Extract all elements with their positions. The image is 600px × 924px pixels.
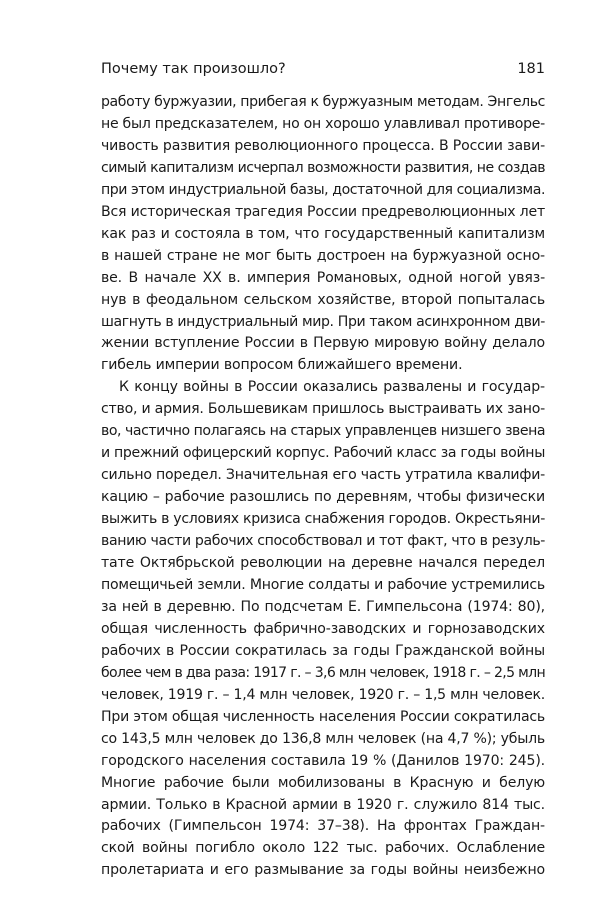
text-line: работу буржуазии, прибегая к буржуазным методам. Энгельс (101, 94, 545, 110)
text-line: в нашей стране не мог быть достроен на буржуазной осно- (101, 247, 545, 264)
text-line: со 143,5 млн человек до 136,8 млн человек (на 4,7 %); убыль (101, 730, 545, 747)
body-text (101, 92, 545, 882)
text-line: рабочих (Гимпельсон 1974: 37–38). На фронтах Граждан- (101, 818, 545, 835)
text-line: Многие рабочие были мобилизованы в Красную и белую (101, 774, 545, 791)
text-line: При этом общая численность населения России сократилась (101, 708, 546, 725)
text-line: армии. Только в Красной армии в 1920 г. служило 814 тыс. (101, 796, 545, 813)
text-line: за ней в деревню. По подсчетам Е. Гимпельсона (1974: 80), (101, 598, 545, 615)
text-line: во, частично полагаясь на старых управленцев низшего звена (101, 423, 546, 440)
text-line: ве. В начале XX в. империя Романовых, одной ногой увяз- (101, 269, 545, 286)
text-line: общая численность фабрично-заводских и горнозаводских (101, 620, 545, 637)
text-line: пролетариата и его размывание за годы войны неизбежно (101, 862, 545, 879)
running-title: Почему так произошло? (101, 61, 286, 77)
text-line: нув в феодальном сельском хозяйстве, второй попыталась (101, 291, 545, 308)
text-line: не был предсказателем, но он хорошо улавливал противоре- (101, 115, 545, 132)
text-line: сильно поредел. Значительная его часть утратила квалифи- (101, 467, 545, 484)
text-line: чивость развития революционного процесса. В России зави- (101, 137, 545, 154)
text-line: тате Октябрьской революции на деревне начался передел (101, 555, 545, 572)
running-header (101, 61, 545, 77)
text-line: более чем в два раза: 1917 г. – 3,6 млн человек, 1918 г. – 2,5 млн (101, 664, 546, 681)
text-line: ванию части рабочих способствовал и тот факт, что в резуль- (101, 533, 546, 550)
text-line: Вся историческая трагедия России предреволюционных лет (101, 203, 545, 220)
text-line: К концу войны в России оказались развалены и государ- (119, 379, 545, 396)
text-line: гибель империи вопросом ближайшего времени. (101, 357, 463, 374)
text-line: выжить в условиях кризиса снабжения городов. Окрестьяни- (101, 511, 545, 528)
text-line: помещичьей земли. Многие солдаты и рабочие устремились (101, 576, 545, 593)
text-line: жении вступление России в Первую мировую войну делало (101, 335, 545, 352)
text-line: как раз и состояла в том, что государственный капитализм (101, 225, 545, 242)
text-line: и прежний офицерский корпус. Рабочий класс за годы войны (101, 445, 546, 462)
paragraph-2 (101, 377, 545, 882)
text-line: ской войны погибло около 122 тыс. рабочих. Ослабление (101, 840, 545, 857)
text-line: городского населения составила 19 % (Данилов 1970: 245). (101, 752, 545, 769)
text-line: человек, 1919 г. – 1,4 млн человек, 1920 г. – 1,5 млн человек. (101, 686, 546, 703)
paragraph-1 (101, 92, 545, 377)
text-line: симый капитализм исчерпал возможности развития, не создав (101, 159, 545, 176)
text-line: ство, и армия. Большевикам пришлось выстраивать их зано- (101, 401, 545, 418)
page-number: 181 (517, 61, 545, 77)
text-line: шагнуть в индустриальный мир. При таком асинхронном дви- (101, 313, 545, 330)
text-line: кацию – рабочие разошлись по деревням, чтобы физически (101, 489, 545, 506)
text-line: рабочих в России сократилась за годы Гражданской войны (101, 642, 545, 659)
text-line: при этом индустриальной базы, достаточной для социализма. (101, 181, 545, 198)
